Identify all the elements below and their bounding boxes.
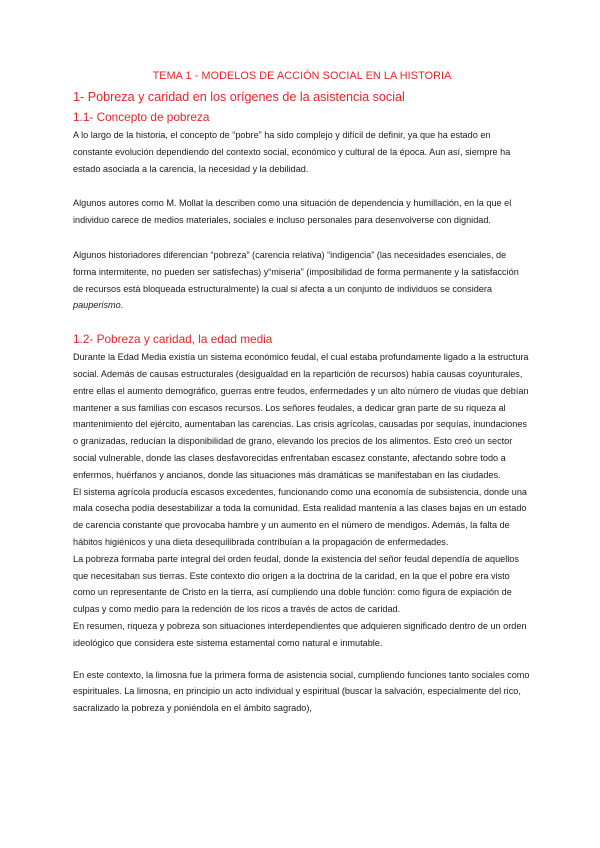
paragraph: El sistema agrícola producía escasos excedentes, funcionando como una economía de subsistencia, donde una mala cosecha podía desestabilizar a toda la comunidad. Esta realidad mantenía a las clases bajas en un estado de carencia constante que provocaba hambre y un aumento en el número de mendigos. Además, la falta de hábitos higiénicos y una dieta desequilibrada contribuían a la propagación de enfermedades. [73, 486, 527, 547]
paragraph-end: . [120, 300, 124, 311]
paragraph: En este contexto, la limosna fue la primera forma de asistencia social, cumpliendo funciones tanto sociales como espirituales. La limosna, en principio un acto individual y espiritual (buscar la salvación, especialmente del rico, sacralizado la pobreza y poniéndola en el ámbito sagrado), [73, 669, 530, 714]
subsection-heading-concepto: 1.1- Concepto de pobreza [73, 110, 210, 124]
paragraph-text: Algunos historiadores diferencian “pobreza” (carencia relativa) “indigencia” (las necesidades esenciales, de forma intermitente, no pueden ser satisfechas) y“miseria” (imposibilidad de forma permanente y la satisfacción de recursos está bloqueada estructuralmente) la cual si afecta a un conjunto de individuos se considera [73, 249, 519, 294]
paragraph: ideológico que considera este sistema estamental como natural e inmutable. [73, 637, 383, 648]
paragraph: En resumen, riqueza y pobreza son situaciones interdependientes que adquieren significado dentro de un orden [73, 620, 527, 631]
italic-term: pauperismo [73, 300, 121, 311]
paragraph: A lo largo de la historia, el concepto de “pobre” ha sido complejo y difícil de definir, ya que ha estado en constante evolución dependiendo del contexto social, económico y cultural de la época. Aun así, siempre ha estado asociada a la carencia, la necesidad y la debilidad. [73, 130, 511, 174]
section-heading: 1- Pobreza y caridad en los orígenes de la asistencia social [73, 90, 405, 104]
subsection-heading-edad-media: 1.2- Pobreza y caridad, la edad media [73, 332, 273, 347]
document-content [73, 70, 531, 717]
paragraph: Durante la Edad Media existía un sistema económico feudal, el cual estaba profundamente ligado a la estructura social. Además de causas estructurales (desigualdad en la repartición de recursos) había causas coyunturales, entre ellas el aumento demográfico, guerras entre feudos, enfermedades y un alto número de viudas que debían mantener a sus familias con escasos recursos. Los señores feudales, a dedicar gran parte de su riqueza al mantenimiento del ejército, aumentaban las carencias. Las crisis agrícolas, causadas por sequías, inundaciones o granizadas, reducían la disponibilidad de grano, elevando los precios de los alimentos. Esto creó un sector social vulnerable, donde las clases desfavorecidas enfrentaban escasez constante, afectando sobre todo a enfermos, huérfanos y ancianos, donde las situaciones más dramáticas se manifestaban en las ciudades. [73, 352, 529, 480]
document-title: TEMA 1 - MODELOS DE ACCIÓN SOCIAL EN LA HISTORIA [152, 70, 452, 82]
paragraph: Algunos autores como M. Mollat la describen como una situación de dependencia y humillación, en la que el individuo carece de medios materiales, sociales e incluso personales para desenvolverse con dignidad. [73, 198, 512, 226]
paragraph: La pobreza formaba parte integral del orden feudal, donde la existencia del señor feudal dependía de aquellos que necesitaban sus tierras. Este contexto dio origen a la doctrina de la caridad, en la que el pobre era visto como un representante de Cristo en la tierra, así cumpliendo una doble función: como figura de expiación de culpas y como medio para la redención de los ricos a través de actos de caridad. [73, 553, 519, 615]
paragraph [73, 247, 531, 314]
